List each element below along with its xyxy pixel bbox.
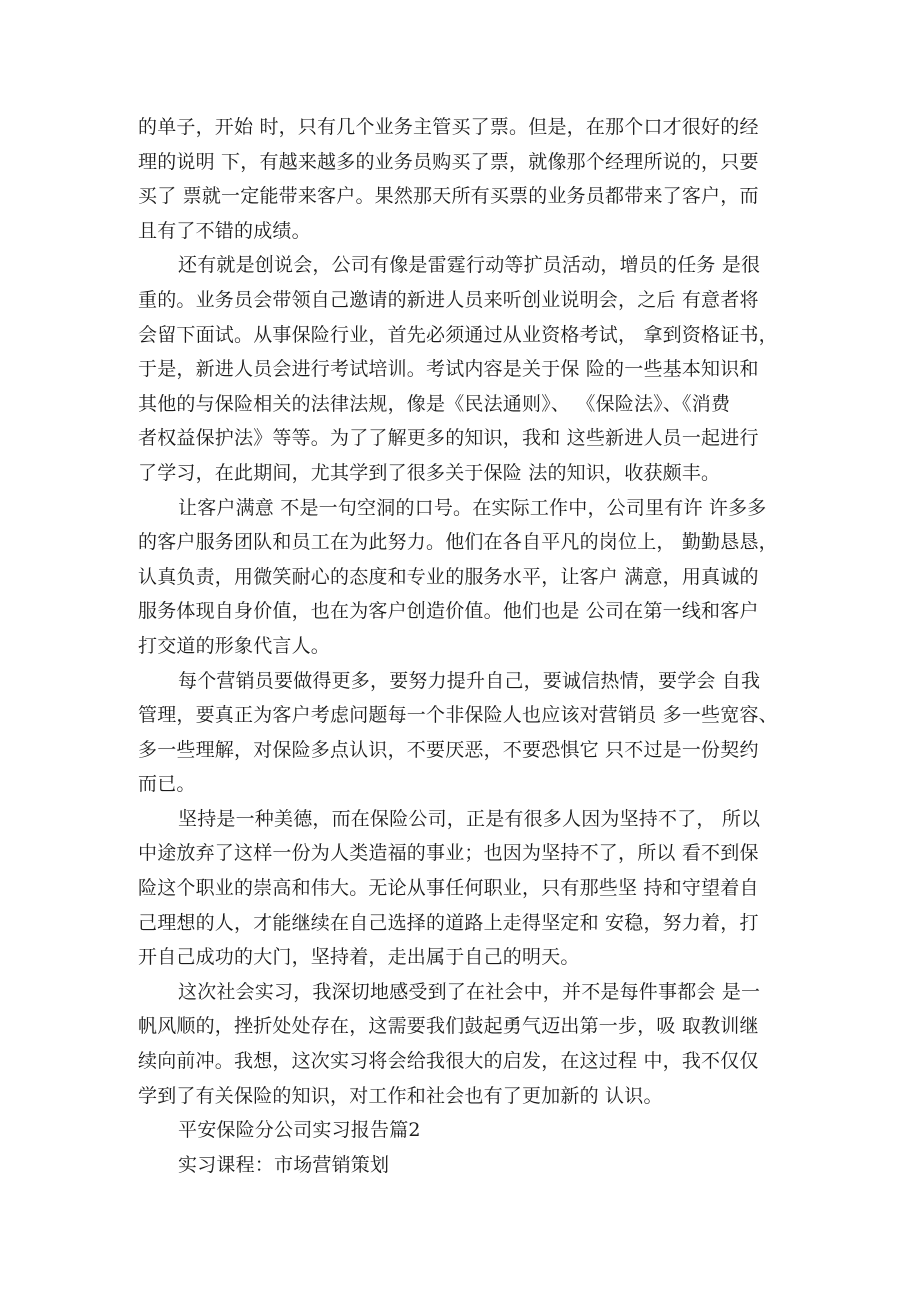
course-line <box>138 1148 798 1183</box>
text-line: 实习课程：市场营销策划 <box>178 1153 390 1176</box>
text-line: 坚持是一种美德，而在保险公司，正是有很多人因为坚持不了， 所以 <box>178 807 761 830</box>
text-line: 认真负责，用微笑耐心的态度和专业的服务水平，让客户 满意，用真诚的 <box>138 565 759 588</box>
text-line: 开自己成功的大门，坚持着，走出属于自己的明天。 <box>138 946 580 969</box>
text-line: 险这个职业的崇高和伟大。无论从事任何职业，只有那些坚 持和守望着自 <box>138 877 759 900</box>
text-line: 帆风顺的，挫折处处存在，这需要我们鼓起勇气迈出第一步，吸 取教训继 <box>138 1015 759 1038</box>
text-line: 服务体现自身价值，也在为客户创造价值。他们也是 公司在第一线和客户 <box>138 600 759 623</box>
section-heading <box>138 1113 798 1148</box>
paragraph-3 <box>138 491 798 664</box>
text-line: 己理想的人，才能继续在自己选择的道路上走得坚定和 安稳，努力着，打 <box>138 911 759 934</box>
text-line: 让客户满意 不是一句空洞的口号。在实际工作中，公司里有许 许多多 <box>178 496 767 519</box>
text-line: 买了 票就一定能带来客户。果然那天所有买票的业务员都带来了客户，而 <box>138 185 759 208</box>
text-line: 还有就是创说会，公司有像是雷霆行动等扩员活动，增员的任务 是很 <box>178 254 761 277</box>
text-line: 的单子，开始 时，只有几个业务主管买了票。但是，在那个口才很好的经 <box>138 116 759 138</box>
text-line: 中途放弃了这样一份为人类造福的事业；也因为坚持不了，所以 看不到保 <box>138 842 759 865</box>
paragraph-2 <box>138 248 798 490</box>
text-line: 多一些理解，对保险多点认识，不要厌恶，不要恐惧它 只不过是一份契约 <box>138 738 759 761</box>
text-line: 会留下面试。从事保险行业，首先必须通过从业资格考试， 拿到资格证书， <box>138 323 778 346</box>
text-line: 打交道的形象代言人。 <box>138 634 331 657</box>
text-line: 理的说明 下，有越来越多的业务员购买了票，就像那个经理所说的，只要 <box>138 150 759 173</box>
text-line: 而已。 <box>138 773 196 796</box>
paragraph-6 <box>138 975 798 1113</box>
paragraph-5 <box>138 802 798 975</box>
text-line: 了学习，在此期间，尤其学到了很多关于保险 法的知识，收获颇丰。 <box>138 461 721 484</box>
paragraph-4 <box>138 664 798 802</box>
text-line: 的客户服务团队和员工在为此努力。他们在各自平凡的岗位上， 勤勤恳恳， <box>138 531 778 554</box>
paragraph-1 <box>138 110 798 248</box>
text-line: 每个营销员要做得更多，要努力提升自己，要诚信热情，要学会 自我 <box>178 669 761 692</box>
document-page <box>138 110 798 1182</box>
heading-line: 平安保险分公司实习报告篇2 <box>178 1119 421 1142</box>
text-line: 管理，要真正为客户考虑问题每一个非保险人也应该对营销员 多一些宽容、 <box>138 704 778 727</box>
text-line: 者权益保护法》等等。为了了解更多的知识，我和 这些新进人员一起进行 <box>138 427 759 450</box>
text-line: 这次社会实习，我深切地感受到了在社会中，并不是每件事都会 是一 <box>178 980 761 1003</box>
text-line: 其他的与保险相关的法律法规，像是《民法通则》、 《保险法》、《消费 <box>138 392 731 415</box>
text-line: 学到了有关保险的知识，对工作和社会也有了更加新的 认识。 <box>138 1084 663 1107</box>
text-line: 重的。业务员会带领自己邀请的新进人员来听创业说明会，之后 有意者将 <box>138 288 759 311</box>
text-line: 且有了不错的成绩。 <box>138 219 311 242</box>
text-line: 于是，新进人员会进行考试培训。考试内容是关于保 险的一些基本知识和 <box>138 358 759 381</box>
text-line: 续向前冲。我想，这次实习将会给我很大的启发，在这过程 中，我不仅仅 <box>138 1050 759 1073</box>
